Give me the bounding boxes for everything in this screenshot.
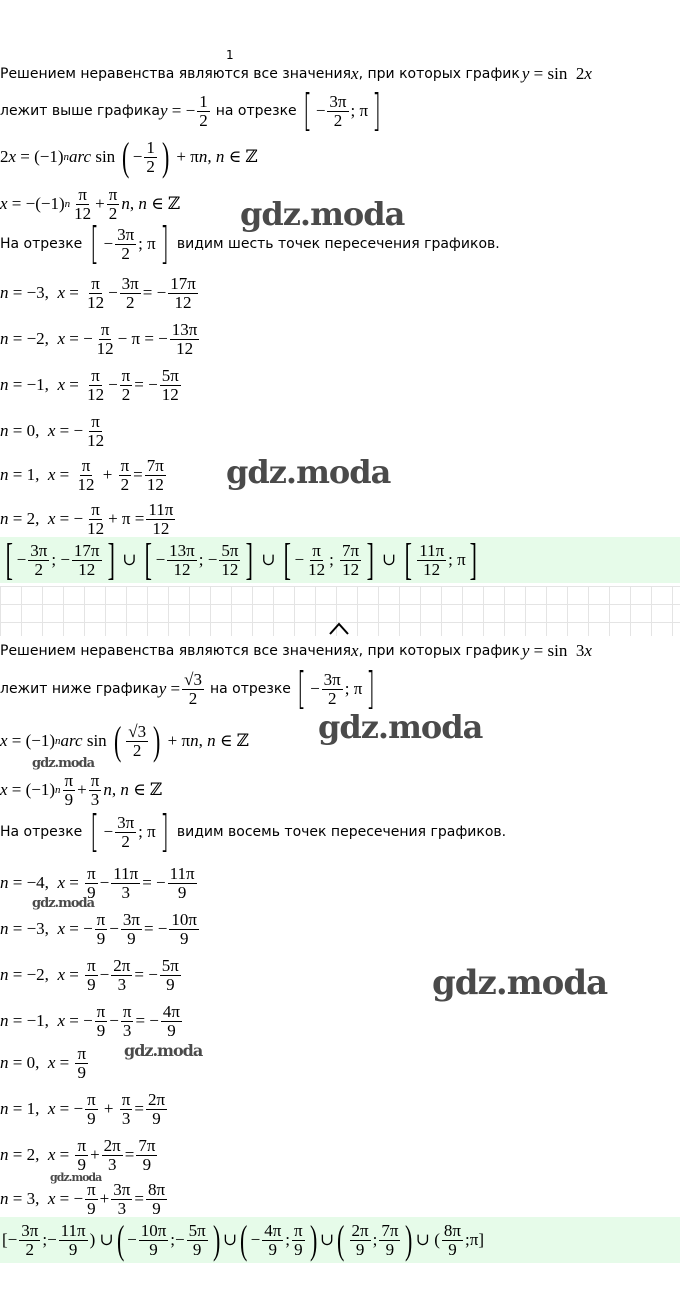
solution-row: n = 2, x = $\frac{\pi}{9}$ + $\frac{2\pi}{3}$ = $\frac{7\pi}{9}$ (0, 1135, 156, 1174)
chevron-up-icon[interactable] (328, 620, 350, 640)
part2-lies-below: лежит ниже графика y = $\frac{√3}{2}$ на отрезке [ − $\frac{3\pi}{2}$ ; π ] (0, 663, 376, 714)
watermark: gdz.moda (32, 896, 95, 911)
part1-intro: Решением неравенства являются все значения x , при которых график y = sin 2 x (0, 64, 592, 83)
part2-general-solution: x = (−1) n arc sin ( $\frac{√3}{2}$ ) + π n , n ∈ ℤ (0, 718, 250, 763)
watermark: gdz.moda (240, 195, 405, 233)
watermark: gdz.moda (32, 756, 95, 771)
solution-row: n = −2, x = − $\frac{\pi}{12}$ − π = − $\frac{13\pi}{12}$ (0, 319, 198, 358)
solution-row: n = 2, x = − $\frac{\pi}{12}$ + π = $\frac{11\pi}{12}$ (0, 499, 174, 538)
solution-row: n = 1, x = $\frac{\pi}{12}$ + $\frac{\pi}{2}$ = $\frac{7\pi}{12}$ (0, 455, 164, 494)
part2-intro: Решением неравенства являются все значения x , при которых график y = sin 3 x (0, 641, 592, 660)
solution-row: n = −1, x = − $\frac{\pi}{9}$ − $\frac{\pi}{3}$ = − $\frac{4\pi}{9}$ (0, 1001, 180, 1040)
solution-row: n = −3, x = − $\frac{\pi}{9}$ − $\frac{3\pi}{9}$ = − $\frac{10\pi}{9}$ (0, 909, 197, 948)
part2-answer: [− $\frac{3\pi}{2}$ ;− $\frac{11\pi}{9}$ ) ∪ ( − $\frac{10\pi}{9}$ ;− $\frac{5\pi}{9}$ ) ∪ ( − $\frac{4\pi}{9}$ ; $\frac{\pi}{9}$ ) ∪ ( $\frac{2\pi}{9}$ ; $\frac{7\pi}{9}$ ) ∪ ( $\frac{8\pi}{9}$ ;π] (2, 1217, 484, 1262)
part1-lies-above: лежит выше графика y = − $\frac{1}{2}$ на отрезке [ − $\frac{3\pi}{2}$ ; π ] (0, 85, 381, 136)
part1-answer: [ − $\frac{3\pi}{2}$ ; − $\frac{17\pi}{12}$ ] ∪ [ − $\frac{13\pi}{12}$ ; − $\frac{5\pi}{12}$ ] ∪ [ − $\frac{\pi}{12}$ ; $\frac{7\pi}{12}$ ] ∪ [ $\frac{11\pi}{12}$ ; π ] (5, 535, 477, 584)
part2-interval-note: На отрезке [ − $\frac{3\pi}{2}$ ; π ] видим восемь точек пересечения графиков. (0, 806, 507, 857)
watermark: gdz.moda (318, 708, 483, 746)
watermark: gdz.moda (50, 1171, 102, 1184)
watermark: gdz.moda (124, 1041, 203, 1060)
solution-row: n = 1, x = − $\frac{\pi}{9}$ + $\frac{\pi}{3}$ = $\frac{2\pi}{9}$ (0, 1089, 166, 1128)
part1-x-solution: x = −(−1) n $\frac{\pi}{12}$ + $\frac{\pi}{2}$ n , n ∈ ℤ (0, 184, 181, 223)
part1-general-solution: 2 x = (−1) n arc sin ( − $\frac{1}{2}$ ) + π n , n ∈ ℤ (0, 134, 258, 179)
solution-row: n = 3, x = − $\frac{\pi}{9}$ + $\frac{3\pi}{3}$ = $\frac{8\pi}{9}$ (0, 1179, 166, 1218)
page-number: 1 (226, 48, 234, 62)
solution-row: n = −1, x = $\frac{\pi}{12}$ − $\frac{\pi}{2}$ = − $\frac{5\pi}{12}$ (0, 365, 179, 404)
solution-row: n = 0, x = $\frac{\pi}{9}$ (0, 1043, 87, 1082)
part1-interval-note: На отрезке [ − $\frac{3\pi}{2}$ ; π ] видим шесть точек пересечения графиков. (0, 218, 500, 269)
solution-row: n = −4, x = $\frac{\pi}{9}$ − $\frac{11\pi}{3}$ = − $\frac{11\pi}{9}$ (0, 863, 195, 902)
part2-x-solution: x = (−1) n $\frac{\pi}{9}$ + $\frac{\pi}{3}$ n , n ∈ ℤ (0, 770, 163, 809)
solution-row: n = −3, x = $\frac{\pi}{12}$ − $\frac{3\pi}{2}$ = − $\frac{17\pi}{12}$ (0, 273, 196, 312)
watermark: gdz.moda (226, 453, 391, 491)
solution-row: n = −2, x = $\frac{\pi}{9}$ − $\frac{2\pi}{3}$ = − $\frac{5\pi}{9}$ (0, 955, 179, 994)
watermark: gdz.moda (432, 963, 608, 1003)
solution-row: n = 0, x = − $\frac{\pi}{12}$ (0, 411, 105, 450)
